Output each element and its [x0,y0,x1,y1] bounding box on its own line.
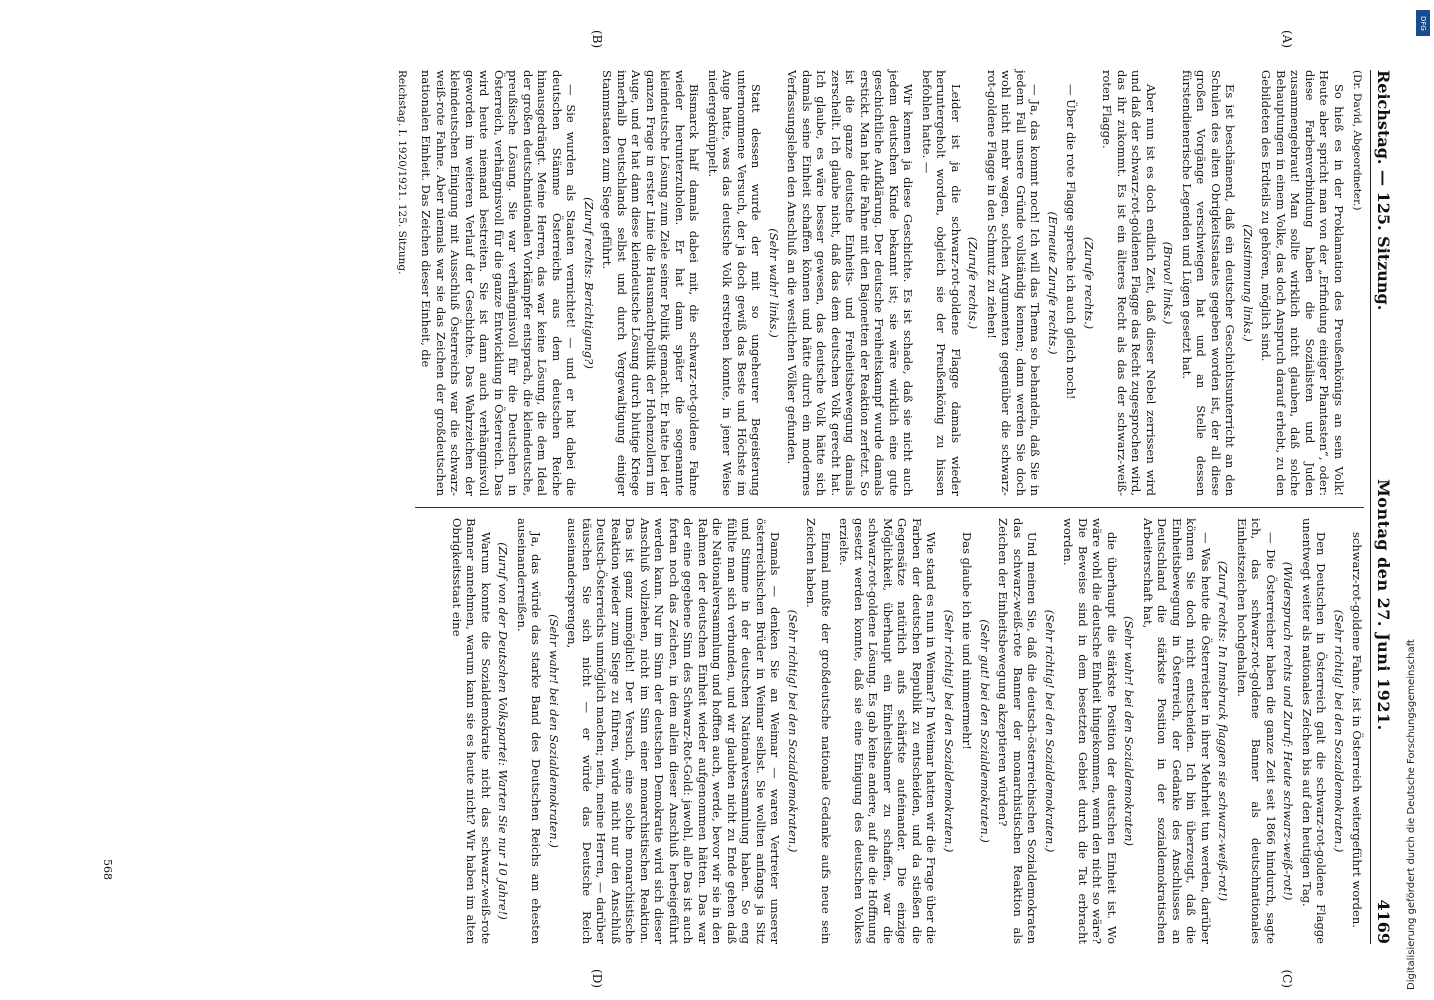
footer-number: 568 [101,859,115,880]
paragraph: (Sehr richtig! bei den Sozialdemokraten.) [1332,609,1346,853]
text-columns [415,30,1365,988]
paragraph: (Zuruf von der Deutschen Volkspartei: Warten Sie nur 10 Jahre!) [496,542,511,920]
margin-marker-b: (B) [590,30,605,49]
paragraph: — Sie wurden als Staaten vernichtet! — und er hat dabei die deutschen Stämme Österreichs aus dem deutschen Reiche hinausgedrängt. Meine Herren, das war keine Lösung, die dem Ideal der großen deutschnationalen Vorkämpfer entsprach, die kleindeutsche, preußische Lösung. Sie war verhängnisvoll für die Deutschen in Österreich, verhängnisvoll für die ganze Entwicklung in Österreich. Das wird heute niemand bestreiten. Sie ist dann auch verhängnisvoll geworden im weiteren Verlauf der Geschichte. Das Wahrzeichen der kleindeutschen Einigung mit Ausschluß Österreichs war die schwarz-weiß-rote Fahne. Aber niemals war sie das Zeichen der großdeutschen nationalen Einheit. Das Zeichen dieser Einheit, die [419,70,579,496]
paragraph: — Über die rote Flagge spreche ich auch gleich noch! [1064,84,1079,400]
paragraph: (Sehr wahr! bei den Sozialdemokraten) [1122,615,1137,847]
paragraph: (Sehr richtig! bei den Sozialdemokraten.) [786,609,800,853]
margin-marker-a: (A) [1280,30,1295,49]
paragraph: — Ja, das kommt noch! Ich will das Thema so behandeln, daß Sie in jedem Fall unsere Gründe vollständig kennen; dann werden Sie doch wohl nicht mehr wagen, solchen Argumenten gegenüber die schwarz-rot-goldene Flagge in den Schmutz zu ziehen! [985,70,1043,496]
digitization-sidebar [1400,10,1430,990]
page-footer: Reichstag. I. 1920/1921. 125. Sitzung. [396,70,408,275]
paragraph: So hieß es in der Proklamation des Preußenkönigs an sein Volk! Heute aber spricht man von der „Erfindung einiger Phantasten“, oder: diese Farbenverbindung haben die Sozialisten und Juden zusammengebraut! Man sollte wirklich nicht glauben, daß solche Behauptungen in einem Volke, das doch Anspruch darauf erhebt, zu den Gebildeten des Erdteils zu gehören, möglich sind. [1259,70,1346,496]
paragraph: die überhaupt die stärkste Position der deutschen Einheit ist. Wo wäre wohl die deutsche Einheit hingekommen, wenn den nicht so wäre? Die Beweise sind in dem besetzten Gebiet durch die Tat erbracht worden. [1061,518,1119,944]
paragraph: (Widerspruch rechts und Zuruf: Heute schwarz-weiß-rot!) [1281,561,1296,901]
paragraph: (Zurufe rechts.) [1082,236,1096,330]
paragraph: Leider ist ja die schwarz-rot-goldene Flagge damals wieder heruntergeholt worden, obgleich sie der Preußenkönig zu hissen befohlen hatte. — [920,70,963,496]
paragraph: (Erneute Zurufe rechts.) [1046,211,1060,355]
paragraph: (Sehr richtig! bei den Sozialdemokraten.) [942,609,956,853]
paragraph: (Sehr wahr! bei den Sozialdemokraten.) [547,614,561,848]
paragraph: Und meinen Sie, daß die deutsch-österreichischen Sozialdemokraten das schwarz-weiß-rote Banner der monarchistischen Reaktion als Zeichen der Einheitsbewegung akzeptieren würden? [996,518,1040,944]
paragraph: Den Deutschen in Österreich galt die schwarz-rot-goldene Flagge unentwegt weiter als nationales Zeichen bis auf den heutigen Tag. [1300,518,1329,944]
document-page [60,0,1434,1000]
dfg-logo-icon: DFG [1416,10,1430,36]
column-divider [415,507,1365,508]
paragraph: Bismarck half damals dabei mit, die schwarz-rot-goldene Fahne wieder herunterzuholen. Er hat dann später die sogenannte kleindeutsche Lösung zum Ziele seiner Politik gemacht. Er hatte bei der ganzen Frage in erster Linie die Hausmachtpolitik der Hohenzollern im Auge, und er hat dann diese kleindeutsche Lösung durch blutige Kriege innerhalb Deutschlands selbst und durch Vergewaltigung einiger Stammstaaten zum Siege geführt. [600,70,702,496]
paragraph: Es ist beschämend, daß ein deutscher Geschichtsunterricht an den Schulen des alten Obrigkeitsstaates gegeben worden ist, der all diese großen Vorgänge verschwiegen hat und an Stelle dessen fürstendienerische Legenden und Lügen gesetzt hat. [1180,70,1238,496]
paragraph: — Die Österreicher haben die ganze Zeit seit 1866 hindurch, sagte ich, das schwarz-rot-goldene Banner als deutschnationales Einheitszeichen hochgehalten. [1235,518,1278,944]
margin-marker-d: (D) [590,969,605,988]
page-number: 4169 [1374,899,1393,944]
paragraph: (Bravo! links.) [1161,241,1176,325]
paragraph: (Zurufe rechts.) [966,236,981,330]
paragraph: (Zuruf rechts: Berichtigung?) [582,197,596,369]
paragraph: Wir kennen ja diese Geschichte. Es ist schade, daß sie nicht auch jedem deutschen Kinde bekannt ist; sie wäre wirklich eine gute geschichtliche Aufklärung. Der deutsche Freiheitskampf wurde damals erstickt. Man hat die Fahne mit den Bajonetten der Reaktion zerfetzt. So ist die ganze deutsche Einheits- und Freiheitsbewegung damals zerschellt. Ich glaube nicht, daß das dem deutschen Volk gerecht hat. Ich glaube, es wäre besser gewesen, das deutsche Volk hätte sich damals seine Einheit schaffen können und hätte durch ein modernes Verfassungsleben den Anschluß an die westlichen Völker gefunden. [785,70,916,496]
margin-marker-c: (C) [1280,969,1295,988]
header-date: Montag den 27. Juni 1921. [1374,479,1393,731]
header-left: Reichstag. — 125. Sitzung. [1374,70,1393,311]
speaker-label: (Dr. David, Abgeordneter.) [1351,70,1364,211]
paragraph: Aber nun ist es doch endlich Zeit, daß dieser Nebel zerrissen wird und daß der schwarz-rot-goldenen Flagge das Recht zugesprochen wird, das ihr zukommt. Es ist ein älteres Recht als das der schwarz-weiß-roten Flagge. [1100,70,1158,496]
paragraph: Wie stand es nun in Weimar? In Weimar hatten wir die Frage über die Farben der deutschen Republik zu entscheiden, und da stießen die Gegensätze natürlich aufs schärfste aufeinander. Die einzige Möglichkeit, überhaupt ein Einheitsbanner zu schaffen, war die schwarz-rot-goldene Lösung. Es gab keine andere, auf die die Hoffnung gesetzt werden konnte, daß sie eine Einigung des deutschen Volkes erzielte. [837,518,939,944]
page-header [1371,70,1391,944]
paragraph: Ja, das würde das starke Band des Deutschen Reichs am ehesten auseinanderreißen. [515,518,544,944]
paragraph: (Sehr richtig! bei den Sozialdemokraten.) [1043,609,1057,853]
paragraph: (Sehr wahr! links.) [767,228,781,338]
paragraph: Das glaube ich nie und nimmermehr! [960,532,975,750]
paragraph: (Zuruf rechts: In Innsbruck flaggen sie schwarz-weiß-rot!) [1216,560,1231,902]
left-column [415,70,1365,496]
paragraph: Statt dessen wurde der mit so ungeheurer Begeisterung unternommene Versuch, der ja doch gewiß das Beste und Höchste im Auge hatte, was das deutsche Volk erstreben konnte, in jener Weise niedergeknüppelt. [706,70,764,496]
paragraph: (Sehr gut! bei den Sozialdemokraten.) [978,619,992,843]
paragraph: schwarz-rot-goldene Fahne, ist in Österreich weitergeführt worden. [1350,532,1365,928]
paragraph: Warum konnte die Sozialdemokratie nicht das schwarz-weiß-rote Banner annehmen, warum kann sie es heute nicht? Wir haben im alten Obrigkeitsstaat eine [450,518,493,944]
paragraph: — Was heute die Österreicher in ihrer Mehrheit tun werden, darüber können Sie doch nicht entscheiden. Ich bin überzeugt, daß die Einheitsbewegung in Österreich, der Gedanke des Anschlusses an Deutschland die stärkste Position in der sozialdemokratischen Arbeiterschaft hat, [1141,518,1213,944]
paragraph: Einmal mußte der großdeutsche nationale Gedanke aufs neue sein Zeichen haben. [804,518,833,944]
paragraph: (Zustimmung links.) [1241,224,1255,342]
digitization-credit: Digitalisierung gefördert durch die Deutsche Forschungsgemeinschaft [1406,639,1417,990]
right-column [415,518,1365,944]
paragraph: Damals — denken Sie an Weimar — waren Vertreter unserer österreichischen Brüder in Weimar selbst. Sie wollten anfangs ja Sitz und Stimme in der deutschen Nationalversammlung haben. So eng fühlte man sich verbunden, und wir glaubten nicht zu Ende gehen daß die Nationalversammlung und hofften auch, werde, bevor wir sie in den Rahmen der deutschen Einheit wieder aufgenommen hätten. Das war der eine gegebene Sinn des Schwarz-Rot-Gold: jawohl, alle Das ist auch fortan noch das Zeichen, in dem allein dieser Anschluß herbeigeführt werden kann. Nur im Sinn der deutschen Demokratie wird sich dieser Anschluß vollziehen, nicht im Sinn einer monarchistischen Reaktion. Das ist ganz unmöglich! Der Versuch, eine solche monarchistische Reaktion wieder zum Siege zu führen, würde nicht nur den Anschluß Deutsch-Österreichs unmöglich machen; nein, meine Herren, — darüber täuschen Sie sich nicht — er würde das Deutsche Reich auseinandersprengen, [565,518,783,944]
